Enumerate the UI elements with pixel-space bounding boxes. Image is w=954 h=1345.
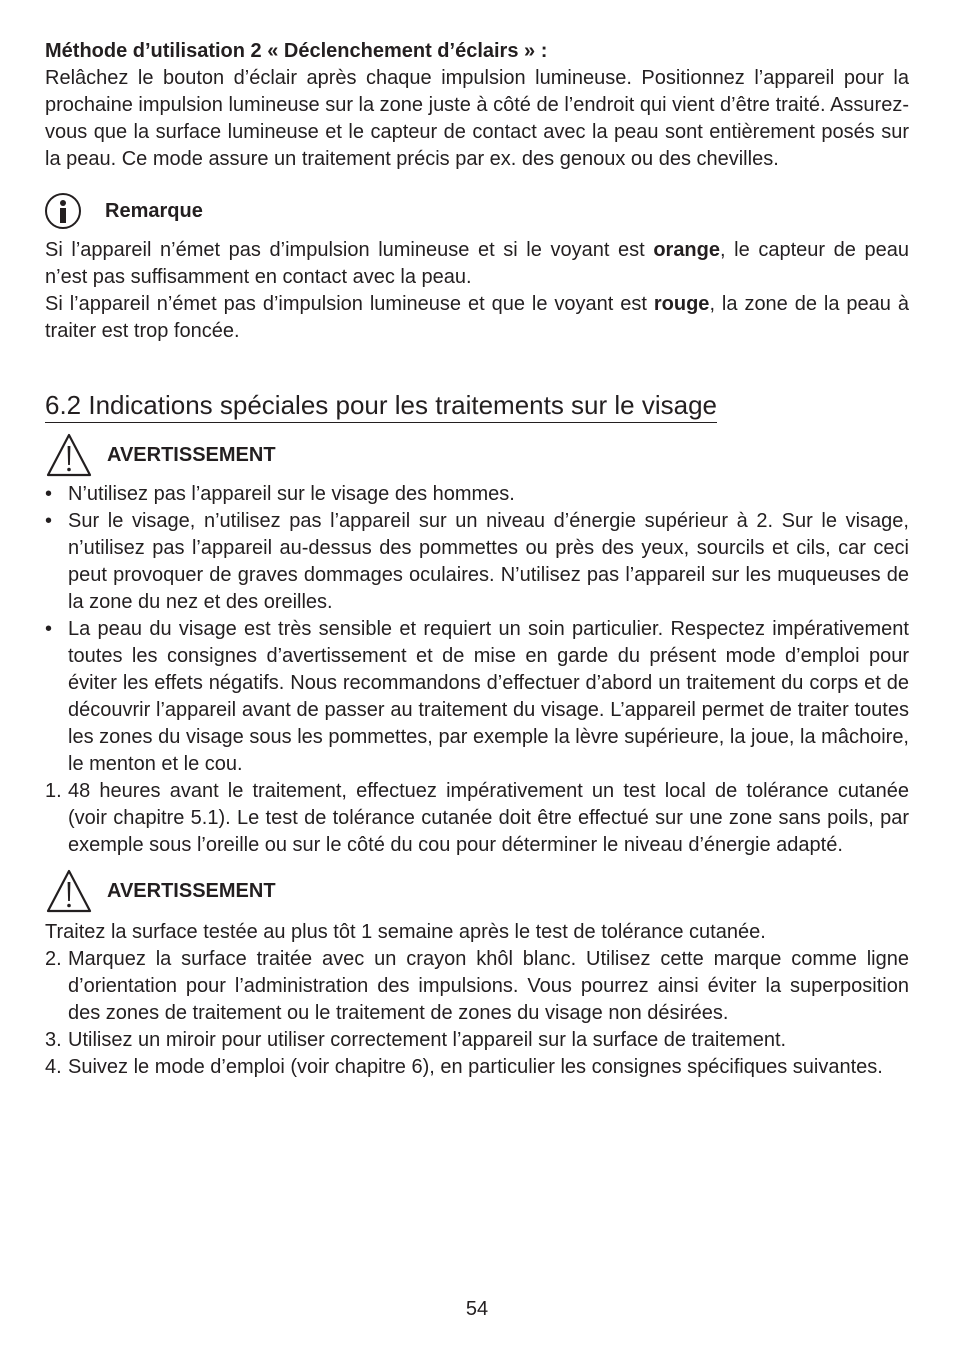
warning-body-2: Traitez la surface testée au plus tôt 1 semaine après le test de tolérance cutanée. <box>45 921 766 943</box>
warning-label-1: AVERTISSEMENT <box>107 443 276 466</box>
warning-header-1 <box>45 429 909 481</box>
list-item: • N’utilisez pas l’appareil sur le visage des hommes. <box>45 481 909 508</box>
note-body <box>45 237 909 345</box>
step-item: 1. 48 heures avant le traitement, effectuez impérativement un test local de tolérance cutanée (voir chapitre 5.1). Le test de tolérance cutanée doit être effectué sur une zone sans poils, par exemple sous l’oreille ou sur le côté du cou pour déterminer le niveau d’énergie adapté. <box>45 780 909 856</box>
warning-triangle-icon <box>45 432 93 478</box>
note-header <box>45 191 909 231</box>
steps-list-b <box>45 946 909 1081</box>
note-label: Remarque <box>105 199 203 222</box>
method-title: Méthode d’utilisation 2 « Déclenchement d’éclairs » : <box>45 40 548 62</box>
info-icon <box>45 193 81 229</box>
list-item: • Sur le visage, n’utilisez pas l’appareil sur un niveau d’énergie supérieur à 2. Sur le visage, n’utilisez pas l’appareil au-dessus des pommettes ou près des yeux, sourcils et cils, car ceci peut provoquer de graves dommages oculaires. N’utilisez pas l’appareil sur les muqueuses de la zone du nez et des oreilles. <box>45 510 909 613</box>
step-item: 2. Marquez la surface traitée avec un crayon khôl blanc. Utilisez cette marque comme ligne d’orientation pour l’administration des impulsions. Vous pourrez ainsi éviter la superposition des zones de traitement ou le traitement de zones du visage non désirées. <box>45 948 909 1024</box>
warning-header-2 <box>45 865 909 917</box>
step-item: 4. Suivez le mode d’emploi (voir chapitre 6), en particulier les consignes spécifiques suivantes. <box>45 1056 883 1078</box>
bullet-icon: • <box>45 483 53 505</box>
status-red: rouge <box>653 293 710 315</box>
method-body: Relâchez le bouton d’éclair après chaque impulsion lumineuse. Positionnez l’appareil pour la prochaine impulsion lumineuse sur la zone juste à côté de l’endroit qui vient d’être traité. Assurez-vous que la surface lumineuse et le capteur de contact avec la peau sont entièrement posés sur la peau. Ce mode assure un traitement précis par ex. des genoux ou des chevilles. <box>45 67 909 170</box>
list-item: • La peau du visage est très sensible et requiert un soin particulier. Respectez impérativement toutes les consignes d’avertissement et de mise en garde du présent mode d’emploi pour éviter les effets négatifs. Nous recommandons d’effectuer d’abord un traitement du corps et de découvrir l’appareil avant de passer au traitement du visage. L’appareil permet de traiter toutes les zones du visage sous les pommettes, par exemple la lèvre supérieure, la joue, la mâchoire, le menton et le cou. <box>45 618 909 775</box>
warning-list <box>45 481 909 778</box>
section-title: 6.2 Indications spéciales pour les traitements sur le visage <box>45 389 717 423</box>
page-content <box>45 38 909 1081</box>
page-number: 54 <box>465 1298 489 1320</box>
status-orange: orange <box>653 239 720 261</box>
bullet-icon: • <box>45 618 53 640</box>
bullet-icon: • <box>45 510 53 532</box>
note-paragraph-2: Si l’appareil n’émet pas d’impulsion lumineuse et que le voyant est rouge, la zone de la peau à traiter est trop foncée. <box>45 293 909 342</box>
warning-label-2: AVERTISSEMENT <box>107 879 276 902</box>
steps-list-a <box>45 778 909 859</box>
step-item: 3. Utilisez un miroir pour utiliser correctement l’appareil sur la surface de traitement. <box>45 1029 787 1051</box>
note-paragraph-1: Si l’appareil n’émet pas d’impulsion lumineuse et si le voyant est orange, le capteur de peau n’est pas suffisamment en contact avec la peau. <box>45 239 910 288</box>
warning-triangle-icon <box>45 868 93 914</box>
